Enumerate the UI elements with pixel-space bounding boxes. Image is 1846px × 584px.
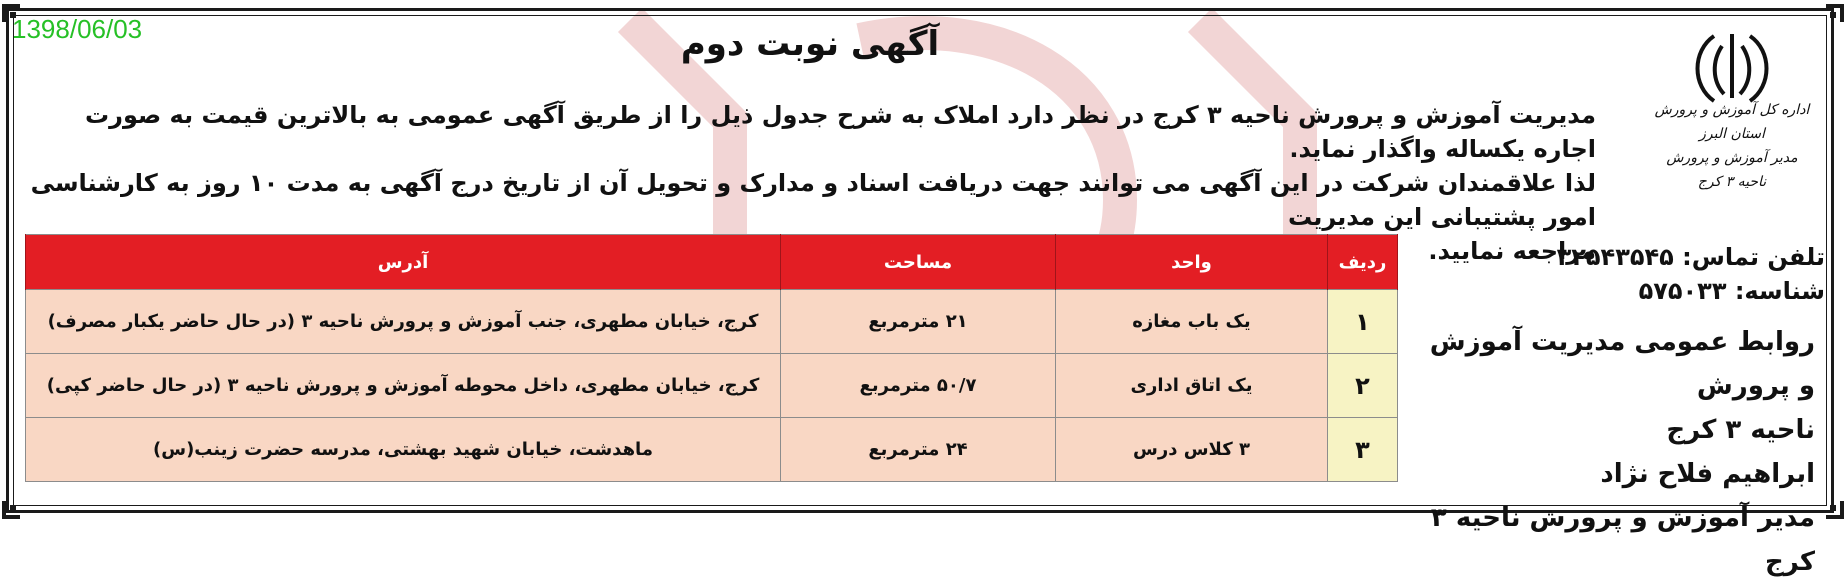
address-cell: کرج، خیابان مطهری، داخل محوطه آموزش و پرورش ناحیه ۳ (در حال حاضر کپی) [26, 354, 781, 418]
col-header-unit: واحد [1056, 235, 1328, 290]
corner-ornament-bottom-right [1826, 501, 1844, 519]
unit-cell: یک باب مغازه [1056, 290, 1328, 354]
signature-line-4: مدیر آموزش و پرورش ناحیه ۳ کرج [1430, 503, 1815, 577]
signature-block [1405, 320, 1815, 584]
logo-caption [1652, 98, 1812, 194]
table-row [26, 354, 1398, 418]
table-row [26, 290, 1398, 354]
row-number: ۱ [1328, 290, 1398, 354]
row-number: ۲ [1328, 354, 1398, 418]
row-number: ۳ [1328, 418, 1398, 482]
corner-ornament-top-right [1826, 4, 1844, 22]
notice-title: آگهی نوبت دوم [680, 24, 940, 64]
signature-line-3: ابراهیم فلاح نژاد [1600, 459, 1815, 489]
col-header-address: آدرس [26, 235, 781, 290]
logo-line-1: اداره کل آموزش و پرورش [1654, 102, 1810, 118]
intro-line-1: مدیریت آموزش و پرورش ناحیه ۳ کرج در نظر دارد املاک به شرح جدول ذیل را از طریق آگهی عمومی به بالاترین قیمت به صورت اجاره یکساله واگذار نماید. [85, 101, 1596, 163]
logo-line-3: مدیر آموزش و پرورش ناحیه ۳ کرج [1666, 150, 1798, 190]
corner-ornament-bottom-left [2, 501, 20, 519]
unit-cell: ۳ کلاس درس [1056, 418, 1328, 482]
area-cell: ۲۴ مترمربع [781, 418, 1056, 482]
col-header-area: مساحت [781, 235, 1056, 290]
contact-phone: تلفن تماس: ۳۲۵۴۳۵۴۵ [1556, 243, 1825, 271]
table-header-row [26, 235, 1398, 290]
address-cell: ماهدشت، خیابان شهید بهشتی، مدرسه حضرت زینب(س) [26, 418, 781, 482]
intro-line-3: مراجعه نمایید. [1428, 237, 1596, 265]
logo-line-2: استان البرز [1699, 126, 1765, 142]
unit-cell: یک اتاق اداری [1056, 354, 1328, 418]
contact-info [1405, 240, 1825, 308]
date-stamp: 1398/06/03 [12, 14, 143, 44]
intro-line-2: لذا علاقمندان شرکت در این آگهی می توانند جهت دریافت اسناد و مدارک و تحویل آن از تاریخ درج آگهی به مدت ۱۰ روز به کارشناسی امور پشتیبانی این مدیریت [30, 169, 1596, 231]
signature-line-2: ناحیه ۳ کرج [1666, 415, 1815, 445]
table-row [26, 418, 1398, 482]
address-cell: کرج، خیابان مطهری، جنب آموزش و پرورش ناحیه ۳ (در حال حاضر یکبار مصرف) [26, 290, 781, 354]
property-table [25, 234, 1398, 482]
area-cell: ۲۱ مترمربع [781, 290, 1056, 354]
signature-line-1: روابط عمومی مدیریت آموزش و پرورش [1429, 327, 1815, 401]
col-header-row: ردیف [1328, 235, 1398, 290]
area-cell: ۵۰/۷ مترمربع [781, 354, 1056, 418]
contact-id: شناسه: ۵۷۵۰۳۳ [1638, 277, 1825, 305]
